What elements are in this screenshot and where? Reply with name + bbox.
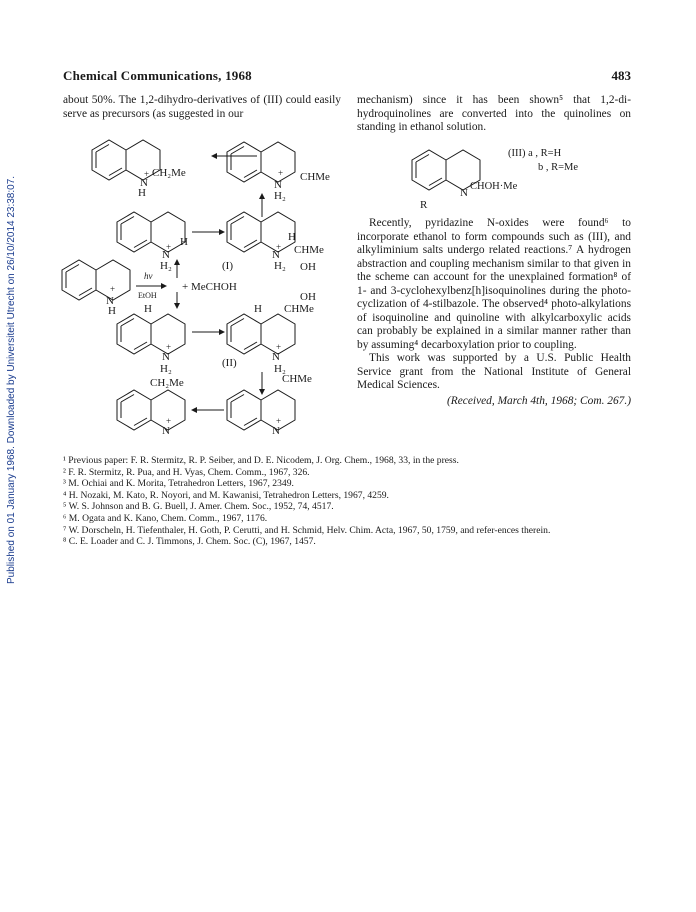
molecule-dihydro-ethyl	[227, 390, 295, 430]
h2-label: H₂	[274, 260, 286, 272]
n-atom: N	[460, 187, 468, 199]
molecule-dihydro-4	[117, 314, 185, 354]
n-atom: N	[272, 425, 280, 437]
substituent-ch2me: CH₂Me	[152, 167, 186, 179]
h2-label: H₂	[274, 190, 286, 202]
h-label: H	[138, 187, 146, 199]
compound-label-iii-a: (III) a , R=H	[508, 148, 562, 159]
plus-sign: +	[276, 342, 282, 352]
left-column-text	[63, 94, 341, 121]
n-atom: N	[272, 249, 280, 261]
n-atom: N	[106, 295, 114, 307]
journal-title: Chemical Communications, 1968	[63, 68, 252, 83]
body-paragraph-2: This work was supported by a U.S. Public Health Service grant from the National Institute of General Medical Sciences.	[357, 352, 631, 391]
publication-stamp: Published on 01 January 1968. Downloaded by Universiteit Utrecht on 26/10/2014 23:38:07.	[6, 175, 17, 585]
hv-label: hν	[144, 271, 153, 281]
page-number: 483	[611, 68, 631, 83]
plus-sign: +	[166, 242, 172, 252]
page-header	[63, 68, 631, 86]
references	[63, 455, 631, 548]
reference-1: ¹ Previous paper: F. R. Stermitz, R. P. Seiber, and D. E. Nicodem, J. Org. Chem., 1968, 33, in the press.	[63, 455, 459, 466]
right-column-top	[357, 94, 631, 135]
h-label: H	[254, 303, 262, 315]
h-label: H	[288, 231, 296, 243]
h2-label: H₂	[160, 260, 172, 272]
reference-6: ⁶ M. Ogata and K. Kano, Chem. Comm., 1967, 1176.	[63, 512, 268, 524]
reference-7: ⁷ W. Dorscheln, H. Tiefenthaler, H. Goth, P. Cerutti, and H. Schmid, Helv. Chim. Acta, 1967, 50, 1759, and refer-ences therein.	[63, 524, 551, 536]
chme-label: CHMe	[284, 303, 314, 315]
chme-label: CHMe	[294, 244, 324, 256]
n-atom: N	[162, 249, 170, 261]
h2-label: H₂	[274, 363, 286, 375]
right-paragraph-top: mechanism) since it has been shown⁵ that 1,2-di-hydroquinolines are converted into the quinolines on standing in ethanol solution.	[357, 94, 631, 133]
structure-iii	[408, 142, 598, 214]
substituent-chohme: CHOH·Me	[470, 181, 518, 192]
reference-3: ³ M. Ochiai and K. Morita, Tetrahedron Letters, 1967, 2349.	[63, 478, 294, 490]
received-text: (Received, March 4th, 1968;	[446, 394, 581, 407]
h-label: H	[108, 305, 116, 317]
reference-4: ⁴ H. Nozaki, M. Kato, R. Noyori, and M. Kawanisi, Tetrahedron Letters, 1967, 4259.	[63, 489, 389, 501]
ch2me-label: CH₂Me	[150, 377, 184, 389]
h-label: H	[144, 303, 152, 315]
reference-2: ² F. R. Stermitz, R. Pua, and H. Vyas, Chem. Comm., 1967, 326.	[63, 466, 310, 478]
molecule-adduct-i	[227, 212, 295, 252]
r-group: R	[420, 199, 428, 211]
reagent-label: + MeCHOH	[182, 281, 237, 293]
plus-sign: +	[276, 242, 282, 252]
n-atom: N	[272, 351, 280, 363]
n-atom: N	[140, 177, 148, 189]
molecule-dihydro-chme	[227, 142, 295, 182]
plus-sign: +	[276, 416, 282, 426]
molecule-4-ethylquinolinium	[117, 390, 185, 430]
n-atom: N	[162, 425, 170, 437]
molecule-quinolinium	[62, 260, 130, 300]
n-atom: N	[274, 179, 282, 191]
oh-label: OH	[300, 261, 316, 273]
molecule-quinolinium-ch2me	[92, 140, 160, 180]
reference-8: ⁸ C. E. Loader and C. J. Timmons, J. Chem. Soc. (C), 1967, 1457.	[63, 536, 316, 548]
oh-label: OH	[300, 291, 316, 303]
compound-label-iii-b: b , R=Me	[538, 162, 579, 173]
plus-sign: +	[166, 342, 172, 352]
left-paragraph: about 50%. The 1,2-dihydro-derivatives of (III) could easily serve as precursors (as suggested in our	[63, 94, 341, 120]
body-paragraph-1: Recently, pyridazine N-oxides were found⁶ to incorporate ethanol to form compounds such as (III), and alkyliminium salts undergo related reactions.⁷ A hydrogen abstraction and coupling mechanism similar to that given in the scheme can account for the unexplained formation⁸ of 1- and 3-cyclohexylbenz[h]isoquinolines during the photo-cyclization of 4-stilbazole. The observed⁴ photo-alkylations of isoquinoline and quinoline with alkylcarboxylic acids can probably be explained in a similar manner rather than by assuming⁴ decarboxylation prior to coupling.	[357, 217, 631, 351]
reaction-scheme	[52, 132, 352, 442]
plus-sign: +	[144, 169, 150, 179]
substituent-chme: CHMe	[300, 171, 330, 183]
plus-sign: +	[278, 168, 284, 178]
etoh-label: EtOH	[138, 291, 157, 300]
h2-label: H₂	[160, 363, 172, 375]
molecule-adduct-ii	[227, 314, 295, 354]
com-number: Com. 267.)	[580, 394, 631, 407]
n-atom: N	[162, 351, 170, 363]
received-line	[357, 395, 631, 409]
h-label: H	[180, 236, 188, 248]
right-column-body	[357, 217, 631, 408]
chme-label: CHMe	[282, 373, 312, 385]
compound-label-i: (I)	[222, 260, 233, 272]
compound-label-ii: (II)	[222, 357, 237, 369]
reference-5: ⁵ W. S. Johnson and B. G. Buell, J. Amer. Chem. Soc., 1952, 74, 4517.	[63, 501, 334, 513]
plus-sign: +	[110, 284, 116, 294]
molecule-dihydro-radical	[117, 212, 185, 252]
plus-sign: +	[166, 416, 172, 426]
